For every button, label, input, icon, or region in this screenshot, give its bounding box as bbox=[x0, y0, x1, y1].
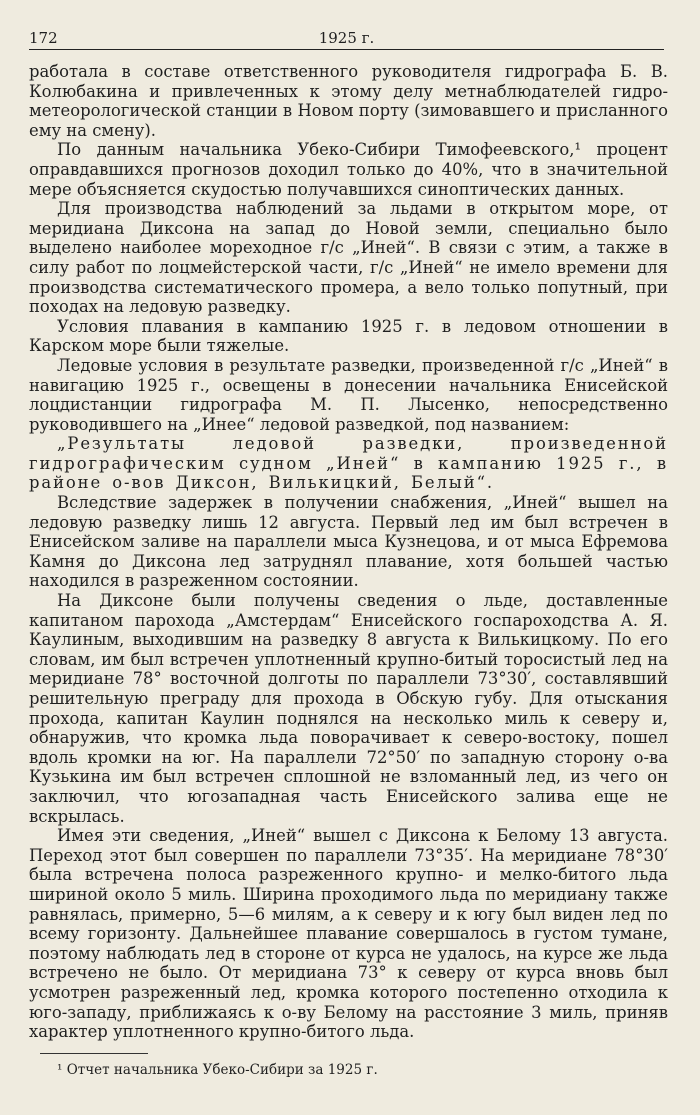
paragraph: Вследствие задержек в получении снабжения, „Иней“ вышел на ледовую разведку лишь 12 августа. Первый лед им был встречен в Енисейском заливе на параллели мыса Кузнецова, и от мыса Ефремова Камня до Диксона лед затруднял плавание, хотя большей частью находился в разреженном состоянии. bbox=[29, 493, 668, 591]
paragraph: По данным начальника Убеко-Сибири Тимофеевского,¹ процент оправдавшихся прогнозов доходил только до 40%, что в значительной мере объясняется скудостью получавшихся синоптических данных. bbox=[29, 140, 668, 199]
paragraph: Для производства наблюдений за льдами в открытом море, от меридиана Диксона на запад до Новой земли, специально было выделено наиболее мореходное г/с „Иней“. В связи с этим, а также в силу работ по лоцмейстерской части, г/с „Иней“ не имело времени для производства систематического промера, а вело только попутный, при походах на ледовую разведку. bbox=[29, 199, 668, 317]
footnote: ¹ Отчет начальника Убеко-Сибири за 1925 г. bbox=[57, 1062, 378, 1078]
paragraph: Ледовые условия в результате разведки, произведенной г/с „Иней“ в навигацию 1925 г., освещены в донесении начальника Енисейской лоцдистанции гидрографа М. П. Лысенко, непосредственно руководившего на „Инее“ ледовой разведкой, под названием: bbox=[29, 355, 668, 434]
running-title: 1925 г. bbox=[318, 29, 375, 47]
paragraph: На Диксоне были получены сведения о льде, доставленные капитаном парохода „Амстердам“ Енисейского госпароходства А. Я. Каулиным, выходившим на разведку 8 августа к Вилькицкому. По его словам, им был встречен уплотненный крупно-битый торосистый лед на меридиане 78° восточной долготы по параллели 73°30′, составлявший решительную преграду для прохода в Обскую губу. Для отыскания прохода, капитан Каулин поднялся на несколько миль к северу и, обнаружив, что кромка льда поворачивает к северо-востоку, пошел вдоль кромки на юг. На параллели 72°50′ по западную сторону о-ва Кузькина им был встречен сплошной не взломанный лед, из чего он заключил, что югозападная часть Енисейского залива еще не вскрылась. bbox=[29, 591, 668, 826]
body-text bbox=[29, 62, 668, 1042]
page-number: 172 bbox=[29, 29, 58, 47]
report-title-quote: „Результаты ледовой разведки, произведенной гидрографическим судном „Иней“ в кампанию 1925 г., в районе о-вов Диксон, Вилькицкий, Белый“. bbox=[29, 434, 668, 493]
paragraph: Условия плавания в кампанию 1925 г. в ледовом отношении в Карском море были тяжелые. bbox=[29, 316, 668, 356]
page-header bbox=[29, 27, 664, 50]
paragraph: работала в составе ответственного руководителя гидрографа Б. В. Колюбакина и привлеченных к этому делу метнаблюдателей гидро-метеорологической станции в Новом порту (зимовавшего и присланного ему на смену). bbox=[29, 62, 668, 140]
paragraph: Имея эти сведения, „Иней“ вышел с Диксона к Белому 13 августа. Переход этот был совершен по параллели 73°35′. На меридиане 78°30′ была встречена полоса разреженного крупно- и мелко-битого льда шириной около 5 миль. Ширина проходимого льда по меридиану также равнялась, примерно, 5—6 милям, а к северу и к югу был виден лед по всему горизонту. Дальнейшее плавание совершалось в густом тумане, поэтому наблюдать лед в стороне от курса не удалось, на курсе же льда встречено не было. От меридиана 73° к северу от курса вновь был усмотрен разреженный лед, кромка которого постепенно отходила к юго-западу, приближаясь к о-ву Белому на расстояние 3 миль, приняв характер уплотненного крупно-битого льда. bbox=[29, 826, 668, 1042]
footnote-rule bbox=[40, 1053, 148, 1054]
